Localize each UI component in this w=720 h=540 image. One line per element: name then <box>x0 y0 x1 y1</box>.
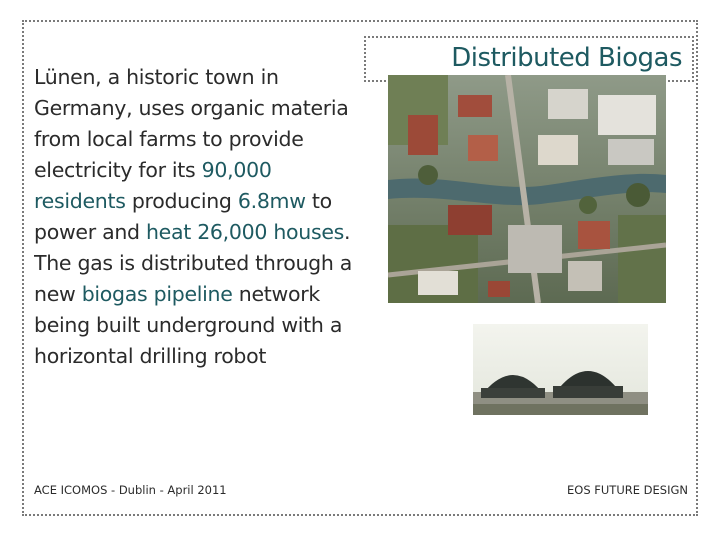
body-text-segment: . <box>344 220 351 244</box>
body-line <box>34 217 406 248</box>
body-text-segment: new <box>34 282 82 306</box>
body-text-segment: to <box>305 189 332 213</box>
body-text-segment: horizontal drilling robot <box>34 344 267 368</box>
slide-title: Distributed Biogas <box>451 43 682 73</box>
body-text-segment: electricity for its <box>34 158 202 182</box>
body-line <box>34 124 406 155</box>
body-text-segment: Lünen, a historic town in <box>34 65 279 89</box>
body-line <box>34 341 406 372</box>
body-text-segment: Germany, uses organic materia <box>34 96 349 120</box>
body-line <box>34 93 406 124</box>
highlight-text: 6.8mw <box>237 189 306 213</box>
highlight-text: 90,000 <box>201 158 272 182</box>
body-text-segment: network <box>232 282 320 306</box>
footer-left: ACE ICOMOS - Dublin - April 2011 <box>34 483 227 497</box>
body-line <box>34 248 406 279</box>
body-line <box>34 310 406 341</box>
body-text-segment: The gas is distributed through a <box>34 251 353 275</box>
body-text <box>34 62 406 382</box>
body-line <box>34 155 406 186</box>
biogas-domes-photo <box>473 324 648 415</box>
body-text-segment: being built underground with a <box>34 313 343 337</box>
highlight-text: residents <box>34 189 126 213</box>
aerial-town-photo <box>388 75 666 303</box>
highlight-text: heat 26,000 houses <box>145 220 345 244</box>
body-line <box>34 62 406 93</box>
body-line <box>34 186 406 217</box>
highlight-text: biogas pipeline <box>81 282 233 306</box>
footer-right: EOS FUTURE DESIGN <box>567 483 688 497</box>
body-text-segment: producing <box>125 189 238 213</box>
body-line <box>34 279 406 310</box>
body-text-segment: power and <box>34 220 146 244</box>
body-text-segment: from local farms to provide <box>34 127 304 151</box>
